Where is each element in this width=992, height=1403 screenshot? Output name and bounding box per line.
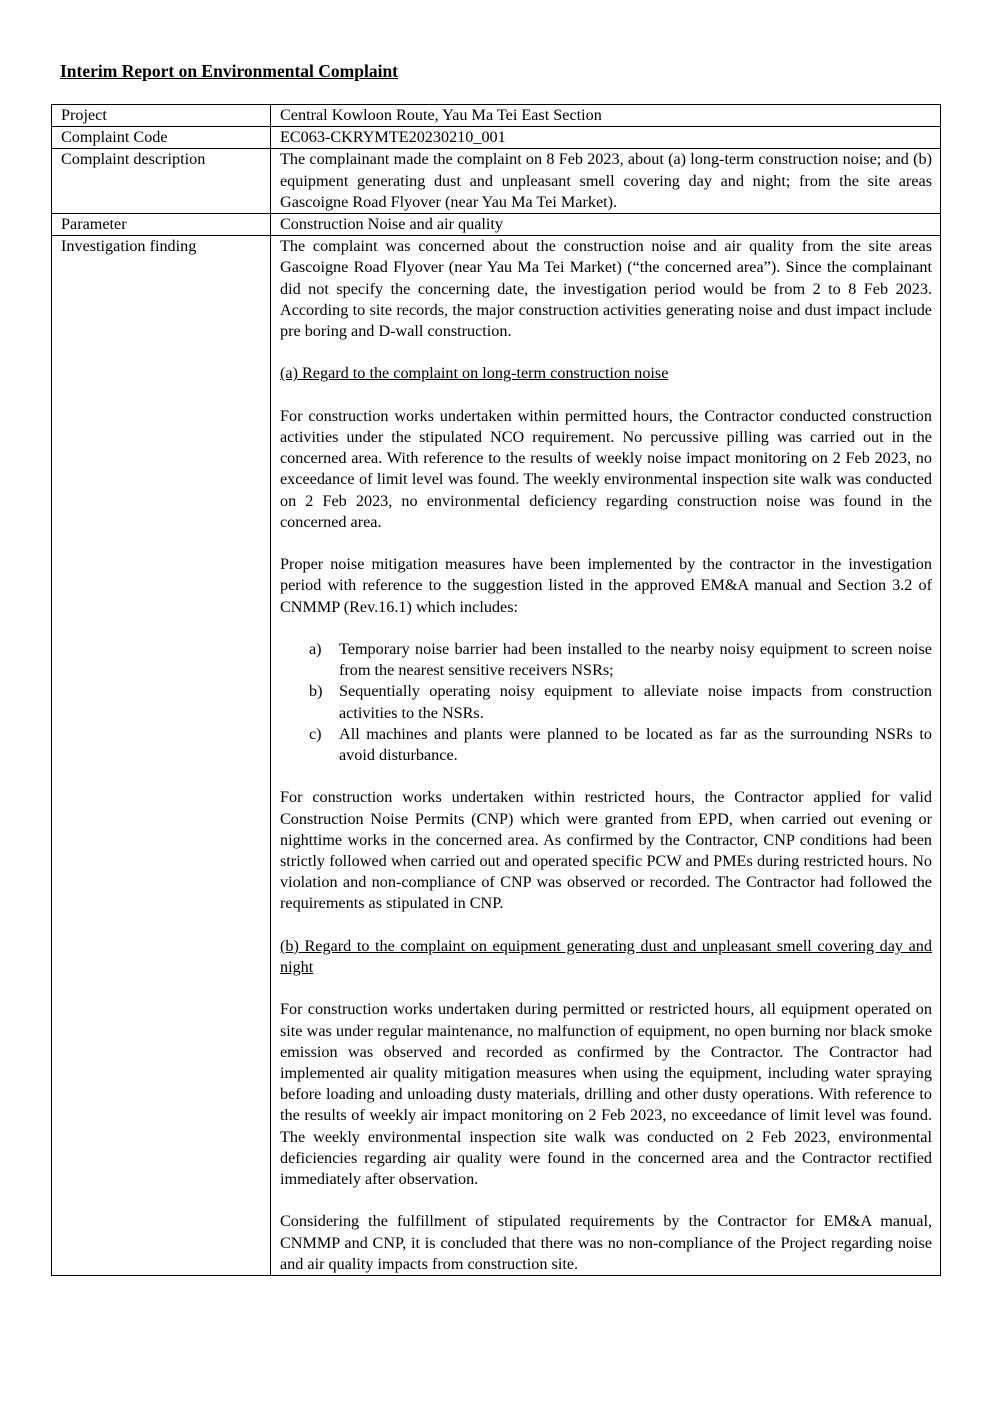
row-investigation-finding <box>52 236 941 1276</box>
complaint-description-value: The complainant made the complaint on 8 Feb 2023, about (a) long-term construction noise; and (b) equipment generating dust and unpleasant smell covering day and night; from the site areas Gascoigne Road Flyover (near Yau Ma Tei Market). <box>271 149 941 214</box>
section-a-paragraph-1: For construction works undertaken within permitted hours, the Contractor conducted construction activities under the stipulated NCO requirement. No percussive pilling was carried out in the concerned area. With reference to the results of weekly noise impact monitoring on 2 Feb 2023, no exceedance of limit level was found. The weekly environmental inspection site walk was conducted on 2 Feb 2023, no environmental deficiency regarding construction noise was found in the concerned area. <box>280 406 932 531</box>
section-a-heading: (a) Regard to the complaint on long-term construction noise <box>280 364 669 383</box>
complaint-code-label: Complaint Code <box>52 127 271 149</box>
section-a-paragraph-3: For construction works undertaken within restricted hours, the Contractor applied for valid Construction Noise Permits (CNP) which were granted from EPD, when carried out evening or nighttime works in the concerned area. As confirmed by the Contractor, CNP conditions had been strictly followed when carried out and operated specific PCW and PMEs during restricted hours. No violation and non-compliance of CNP was observed or recorded. The Contractor had followed the requirements as stipulated in CNP. <box>280 788 932 913</box>
parameter-label: Parameter <box>52 214 271 236</box>
project-value: Central Kowloon Route, Yau Ma Tei East Section <box>271 105 941 127</box>
row-complaint-code <box>52 127 941 149</box>
row-complaint-description <box>52 149 941 214</box>
section-b-heading: (b) Regard to the complaint on equipment generating dust and unpleasant smell covering day and night <box>280 936 932 977</box>
row-project <box>52 105 941 127</box>
parameter-value: Construction Noise and air quality <box>271 214 941 236</box>
complaint-code-value: EC063-CKRYMTE20230210_001 <box>271 127 941 149</box>
complaint-table <box>51 104 941 1276</box>
complaint-description-label: Complaint description <box>52 149 271 214</box>
list-item-text: Sequentially operating noisy equipment to alleviate noise impacts from construction activities to the NSRs. <box>339 682 932 722</box>
list-item <box>309 724 932 766</box>
section-a-paragraph-2: Proper noise mitigation measures have been implemented by the contractor in the investigation period with reference to the suggestion listed in the approved EM&A manual and Section 3.2 of CNMMP (Rev.16.1) which includes: <box>280 555 932 616</box>
finding-intro: The complaint was concerned about the construction noise and air quality from the site areas Gascoigne Road Flyover (near Yau Ma Tei Market) (“the concerned area”). Since the complainant did not specify the concerning date, the investigation period would be from 2 to 8 Feb 2023. According to site records, the major construction activities generating noise and dust impact include pre boring and D-wall construction. <box>280 237 932 341</box>
investigation-finding-value <box>271 236 941 1276</box>
list-marker: a) <box>309 640 322 659</box>
list-item-text: All machines and plants were planned to be located as far as the surrounding NSRs to avoid disturbance. <box>339 724 932 765</box>
list-marker: c) <box>309 724 322 743</box>
investigation-finding-label: Investigation finding <box>52 236 271 1276</box>
project-label: Project <box>52 105 271 127</box>
conclusion-paragraph: Considering the fulfillment of stipulated requirements by the Contractor for EM&A manual, CNMMP and CNP, it is concluded that there was no non-compliance of the Project regarding noise and air quality impacts from construction site. <box>280 1212 932 1273</box>
mitigation-measures-list <box>280 639 932 766</box>
list-marker: b) <box>309 682 323 701</box>
list-item-text: Temporary noise barrier had been installed to the nearby noisy equipment to screen noise from the nearest sensitive receivers NSRs; <box>339 640 932 680</box>
report-title: Interim Report on Environmental Complaint <box>60 61 399 81</box>
section-b-paragraph-1: For construction works undertaken during permitted or restricted hours, all equipment operated on site was under regular maintenance, no malfunction of equipment, no open burning nor black smoke emission was observed and recorded as confirmed by the Contractor. The Contractor had implemented air quality mitigation measures when using the equipment, including water spraying before loading and unloading dusty materials, drilling and other dusty operations. With reference to the results of weekly air impact monitoring on 2 Feb 2023, no exceedance of limit level was found. The weekly environmental inspection site walk was conducted on 2 Feb 2023, environmental deficiencies regarding air quality were found in the concerned area and the Contractor rectified immediately after observation. <box>280 1000 932 1189</box>
list-item <box>309 639 932 681</box>
list-item <box>309 681 932 723</box>
row-parameter <box>52 214 941 236</box>
